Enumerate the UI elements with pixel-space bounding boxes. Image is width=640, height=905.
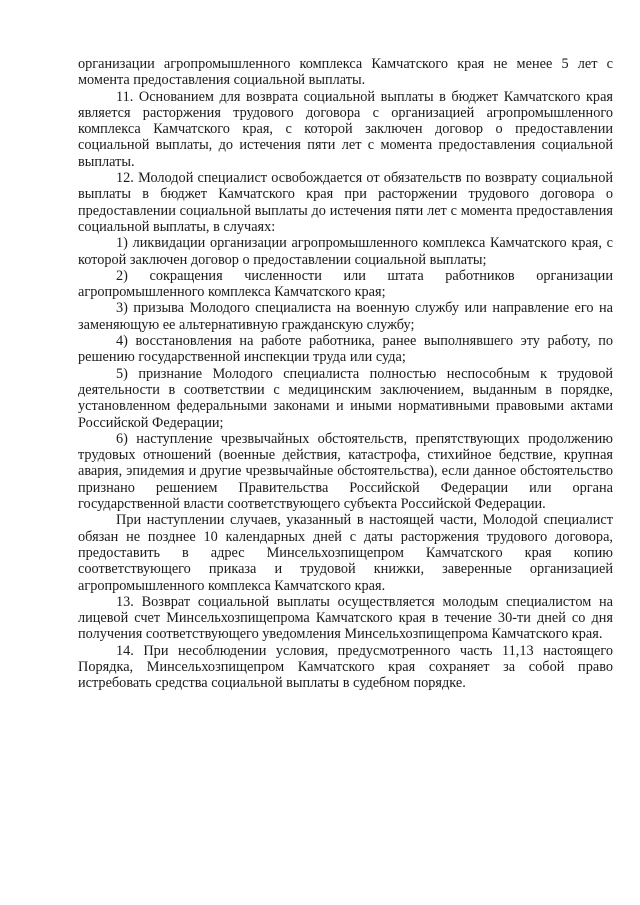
paragraph-11: 11. Основанием для возврата социальной выплаты в бюджет Камчатского края является расторжения трудового договора с организацией агропромышленного комплекса Камчатского края, с которой заключен договор о предоставлении социальной выплаты, до истечения пяти лет с момента предоставления социальной выплаты. (78, 88, 613, 170)
document-page (78, 56, 613, 692)
list-item-2: 2) сокращения численности или штата работников организации агропромышленного комплекса Камчатского края; (78, 267, 613, 301)
paragraph-12: 12. Молодой специалист освобождается от обязательств по возврату социальной выплаты в бюджет Камчатского края при расторжении трудового договора о предоставлении социальной выплаты до истечения пяти лет с момента предоставления социальной выплаты, в случаях: (78, 170, 613, 235)
list-item-6: 6) наступление чрезвычайных обстоятельств, препятствующих продолжению трудовых отношений (военные действия, катастрофа, стихийное бедствие, крупная авария, эпидемия и другие чрезвычайные обстоятельства), если данное обстоятельство признано решением Правительства Российской Федерации или органа государственной власти соответствующего субъекта Российской Федерации. (78, 430, 613, 513)
list-item-3: 3) призыва Молодого специалиста на военную службу или направление его на заменяющую ее альтернативную гражданскую службу; (78, 300, 613, 333)
list-item-5: 5) признание Молодого специалиста полностью неспособным к трудовой деятельности в соответствии с медицинским заключением, выданным в порядке, установленном федеральными законами и иными нормативными правовыми актами Российской Федерации; (78, 365, 613, 431)
list-item-1: 1) ликвидации организации агропромышленного комплекса Камчатского края, с которой заключен договор о предоставлении социальной выплаты; (78, 235, 613, 268)
paragraph-14: 14. При несоблюдении условия, предусмотренного часть 11,13 настоящего Порядка, Минсельхозпищепром Камчатского края сохраняет за собой право истребовать средства социальной выплаты в судебном порядке. (78, 642, 613, 692)
list-item-4: 4) восстановления на работе работника, ранее выполнявшего эту работу, по решению государственной инспекции труда или суда; (78, 333, 613, 366)
paragraph-13: 13. Возврат социальной выплаты осуществляется молодым специалистом на лицевой счет Минсельхозпищепрома Камчатского края в течение 30-ти дней со дня получения соответствующего уведомления Минсельхозпищепрома Камчатского края. (78, 593, 613, 643)
paragraph-notice: При наступлении случаев, указанный в настоящей части, Молодой специалист обязан не позднее 10 календарных дней с даты расторжения трудового договора, предоставить в адрес Минсельхозпищепром Камчатского края копию соответствующего приказа и трудовой книжки, заверенные организацией агропромышленного комплекса Камчатского края. (78, 512, 613, 594)
paragraph-continuation: организации агропромышленного комплекса Камчатского края не менее 5 лет с момента предоставления социальной выплаты. (78, 56, 613, 89)
